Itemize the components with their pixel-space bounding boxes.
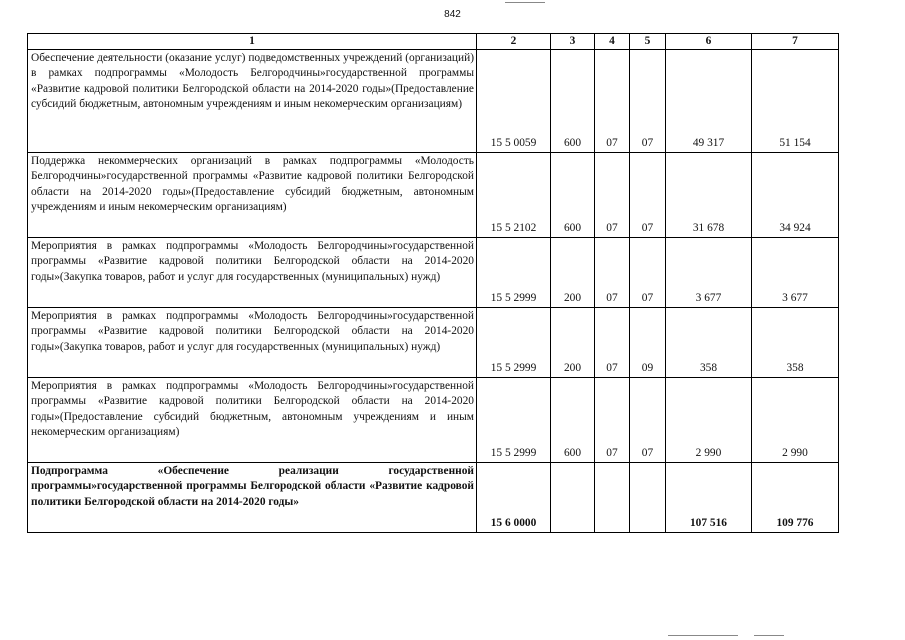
row-amount-2: 2 990 [752, 378, 839, 463]
row-code: 15 5 2999 [477, 308, 551, 378]
row-type: 200 [551, 238, 595, 308]
header-col-5: 5 [630, 34, 666, 50]
row-code: 15 5 2999 [477, 238, 551, 308]
row-type: 600 [551, 50, 595, 153]
row-description: Обеспечение деятельности (оказание услуг) подведомственных учреждений (организаций) в рамках подпрограммы «Молодость Белгородчины»государственной программы «Развитие кадровой политики Белгородской области на 2014-2020 годы»(Предоставление субсидий бюджетным, автономным учреждениям и иным некомерческим организациям) [28, 50, 477, 153]
row-subsection: 07 [630, 238, 666, 308]
row-amount-1: 2 990 [666, 378, 752, 463]
header-col-7: 7 [752, 34, 839, 50]
table-row [28, 50, 839, 153]
header-col-1: 1 [28, 34, 477, 50]
row-amount-1: 31 678 [666, 153, 752, 238]
scan-artifact-line [505, 2, 545, 3]
row-amount-2: 109 776 [752, 463, 839, 533]
row-subsection: 07 [630, 378, 666, 463]
row-amount-2: 34 924 [752, 153, 839, 238]
row-description: Подпрограмма «Обеспечение реализации государственной программы»государственной программы Белгородской области «Развитие кадровой политики Белгородской области на 2014-2020 годы» [28, 463, 477, 533]
row-code: 15 5 0059 [477, 50, 551, 153]
row-section: 07 [595, 50, 630, 153]
row-amount-1: 49 317 [666, 50, 752, 153]
row-type: 600 [551, 153, 595, 238]
row-code: 15 5 2102 [477, 153, 551, 238]
table-row [28, 238, 839, 308]
row-description: Мероприятия в рамках подпрограммы «Молодость Белгородчины»государственной программы «Развитие кадровой политики Белгородской области на 2014-2020 годы»(Закупка товаров, работ и услуг для государственных (муниципальных) нужд) [28, 308, 477, 378]
row-section: 07 [595, 378, 630, 463]
scan-artifact-line [668, 635, 738, 636]
header-col-6: 6 [666, 34, 752, 50]
row-type: 600 [551, 378, 595, 463]
row-type: 200 [551, 308, 595, 378]
row-code: 15 6 0000 [477, 463, 551, 533]
table-row [28, 153, 839, 238]
header-col-2: 2 [477, 34, 551, 50]
header-col-3: 3 [551, 34, 595, 50]
row-amount-1: 3 677 [666, 238, 752, 308]
row-section: 07 [595, 238, 630, 308]
row-amount-2: 358 [752, 308, 839, 378]
table-row [28, 463, 839, 533]
table-row [28, 308, 839, 378]
row-section: 07 [595, 153, 630, 238]
row-amount-1: 107 516 [666, 463, 752, 533]
row-type [551, 463, 595, 533]
header-col-4: 4 [595, 34, 630, 50]
row-description: Мероприятия в рамках подпрограммы «Молодость Белгородчины»государственной программы «Развитие кадровой политики Белгородской области на 2014-2020 годы»(Закупка товаров, работ и услуг для государственных (муниципальных) нужд) [28, 238, 477, 308]
row-amount-2: 3 677 [752, 238, 839, 308]
row-description: Мероприятия в рамках подпрограммы «Молодость Белгородчины»государственной программы «Развитие кадровой политики Белгородской области на 2014-2020 годы»(Предоставление субсидий бюджетным, автономным учреждениям и иным некомерческим организациям) [28, 378, 477, 463]
table-row [28, 378, 839, 463]
row-subsection: 07 [630, 153, 666, 238]
page-number: 842 [444, 9, 461, 20]
row-amount-1: 358 [666, 308, 752, 378]
row-section: 07 [595, 308, 630, 378]
row-subsection: 09 [630, 308, 666, 378]
row-section [595, 463, 630, 533]
header-row [28, 34, 839, 50]
row-code: 15 5 2999 [477, 378, 551, 463]
budget-table [27, 33, 839, 533]
row-subsection [630, 463, 666, 533]
row-amount-2: 51 154 [752, 50, 839, 153]
row-subsection: 07 [630, 50, 666, 153]
row-description: Поддержка некоммерческих организаций в рамках подпрограммы «Молодость Белгородчины»государственной программы «Развитие кадровой политики Белгородской области на 2014-2020 годы»(Предоставление субсидий бюджетным, автономным учреждениям и иным некомерческим организациям) [28, 153, 477, 238]
scan-artifact-line [754, 635, 784, 636]
